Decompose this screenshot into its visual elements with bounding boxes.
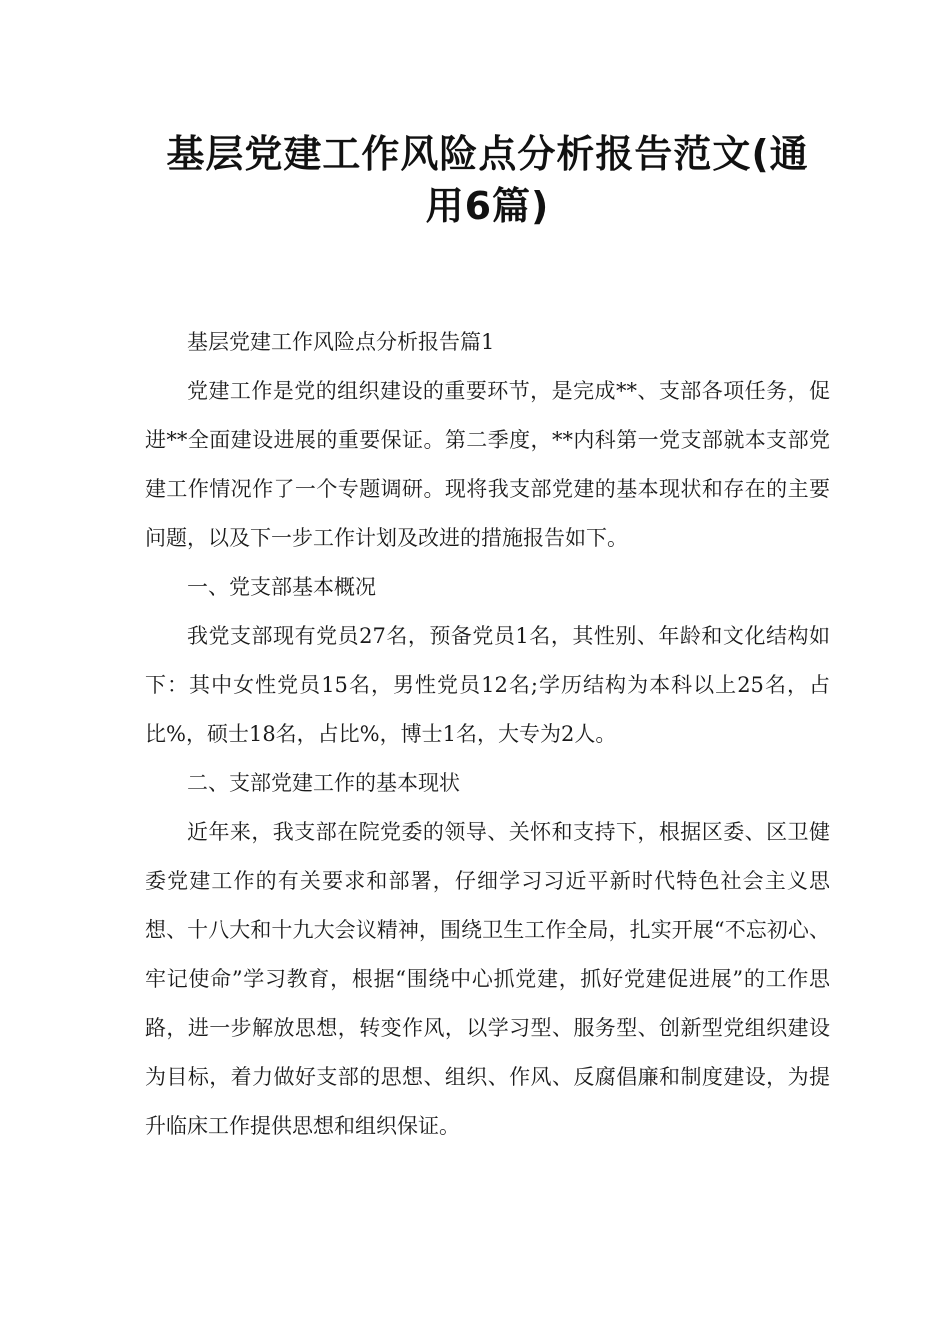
article-heading: 基层党建工作风险点分析报告篇1 <box>187 330 495 354</box>
document-title-line-1: 基层党建工作风险点分析报告范文(通 <box>166 132 809 176</box>
section-1-paragraph: 我党支部现有党员27名，预备党员1名，其性别、年龄和文化结构如下：其中女性党员15名，男性党员12名;学历结构为本科以上25名，占比%，硕士18名，占比%，博士1名，大专为2人。 <box>145 624 830 746</box>
document-title <box>135 128 840 232</box>
section-2-paragraph: 近年来，我支部在院党委的领导、关怀和支持下，根据区委、区卫健委党建工作的有关要求和部署，仔细学习习近平新时代特色社会主义思想、十八大和十九大会议精神，围绕卫生工作全局，扎实开展“不忘初心、牢记使命”学习教育，根据“围绕中心抓党建，抓好党建促进展”的工作思路，进一步解放思想，转变作风，以学习型、服务型、创新型党组织建设为目标，着力做好支部的思想、组织、作风、反腐倡廉和制度建设，为提升临床工作提供思想和组织保证。 <box>145 820 830 1138</box>
section-2-heading: 二、支部党建工作的基本现状 <box>187 771 460 795</box>
intro-paragraph: 党建工作是党的组织建设的重要环节，是完成**、支部各项任务，促进**全面建设进展的重要保证。第二季度，**内科第一党支部就本支部党建工作情况作了一个专题调研。现将我支部党建的基本现状和存在的主要问题，以及下一步工作计划及改进的措施报告如下。 <box>145 379 830 550</box>
document-body <box>145 318 830 1151</box>
document-title-line-2: 用6篇) <box>425 184 550 228</box>
section-1-heading: 一、党支部基本概况 <box>187 575 376 599</box>
